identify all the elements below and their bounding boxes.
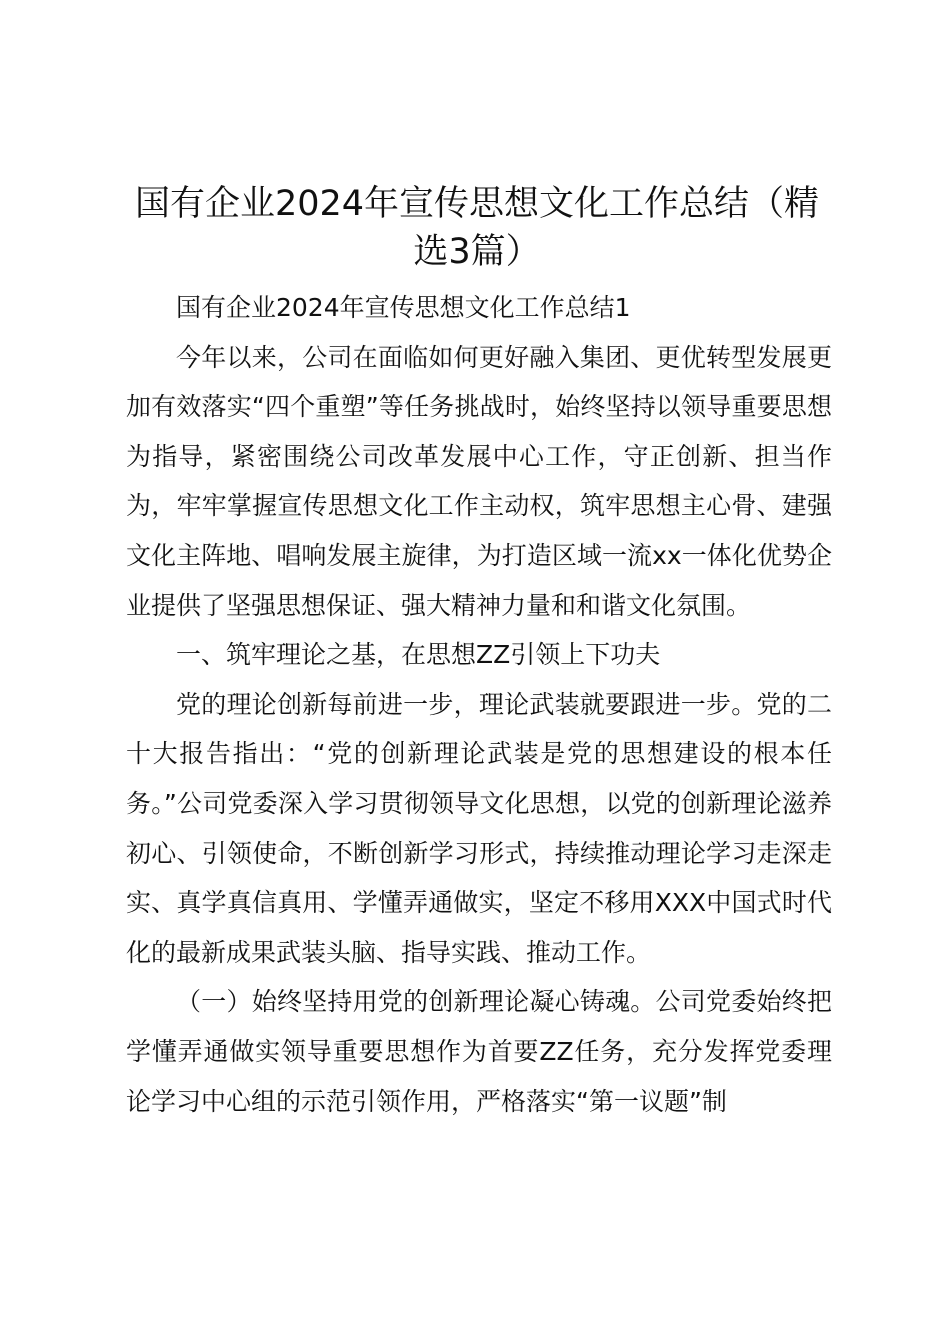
document-body [126, 283, 832, 1126]
paragraph-intro: 今年以来，公司在面临如何更好融入集团、更优转型发展更加有效落实“四个重塑”等任务挑战时，始终坚持以领导重要思想为指导，紧密围绕公司改革发展中心工作，守正创新、担当作为，牢牢掌握宣传思想文化工作主动权，筑牢思想主心骨、建强文化主阵地、唱响发展主旋律，为打造区域一流xx一体化优势企业提供了坚强思想保证、强大精神力量和和谐文化氛围。 [126, 342, 832, 620]
section-heading-1: 一、筑牢理论之基，在思想ZZ引领上下功夫 [176, 640, 661, 670]
paragraph-subsection-1: （一）始终坚持用党的创新理论凝心铸魂。公司党委始终把学懂弄通做实领导重要思想作为首要ZZ任务，充分发挥党委理论学习中心组的示范引领作用，严格落实“第一议题”制 [126, 987, 832, 1116]
paragraph-theory: 党的理论创新每前进一步，理论武装就要跟进一步。党的二十大报告指出：“党的创新理论武装是党的思想建设的根本任务。”公司党委深入学习贯彻领导文化思想，以党的创新理论滋养初心、引领使命，不断创新学习形式，持续推动理论学习走深走实、真学真信真用、学懂弄通做实，坚定不移用XXX中国式时代化的最新成果武装头脑、指导实践、推动工作。 [126, 689, 832, 967]
document-title: 国有企业2024年宣传思想文化工作总结（精选3篇） [134, 184, 820, 272]
section-subtitle: 国有企业2024年宣传思想文化工作总结1 [176, 293, 631, 322]
